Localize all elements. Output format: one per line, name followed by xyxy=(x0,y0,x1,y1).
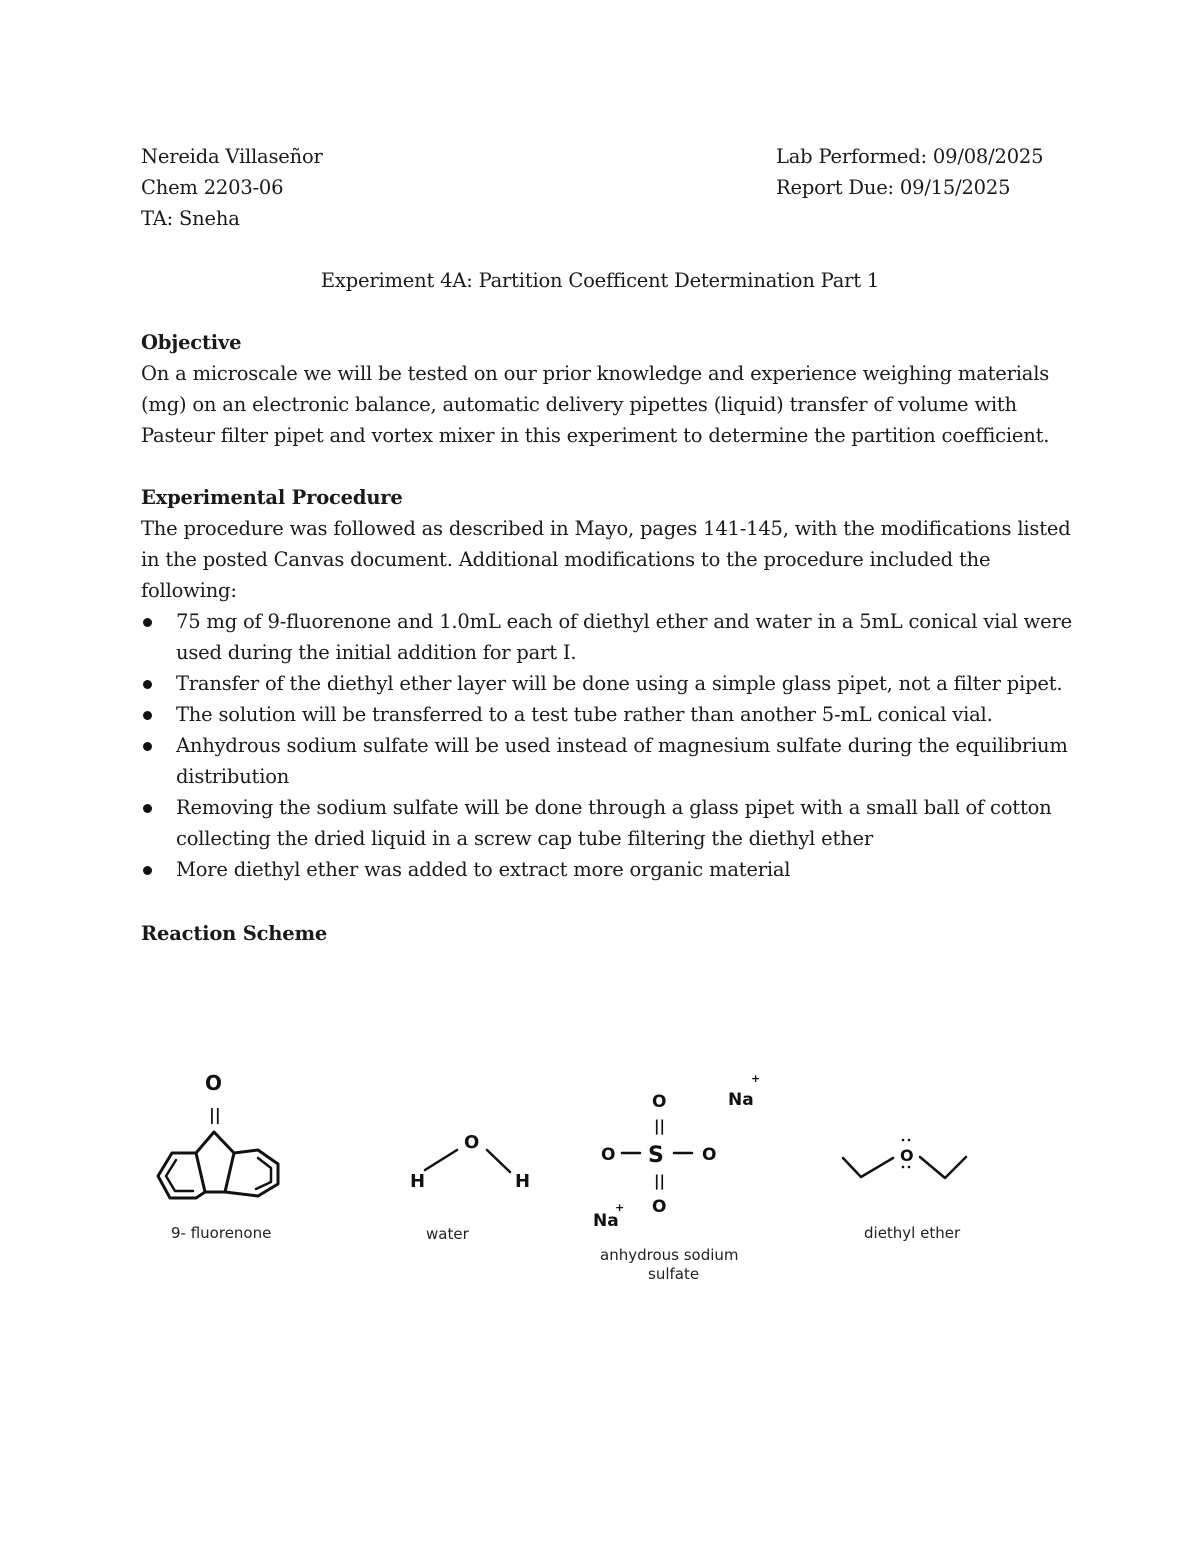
molecule-label: 9- fluorenone xyxy=(171,1224,272,1242)
reaction-heading: Reaction Scheme xyxy=(141,922,328,945)
sodium-sulfate-structure xyxy=(593,1072,760,1283)
diethyl-ether-structure xyxy=(843,1139,966,1242)
double-bond-label: || xyxy=(654,1117,665,1135)
five-membered-ring xyxy=(196,1132,234,1192)
bullet-icon xyxy=(143,804,152,813)
bullet-text: Anhydrous sodium sulfate will be used instead of magnesium sulfate during the equilibrium xyxy=(176,734,1068,757)
atom-label: O xyxy=(652,1092,667,1112)
left-ring-inner-bond xyxy=(166,1160,193,1191)
bullet-icon xyxy=(143,866,152,875)
ethyl-chain-right xyxy=(920,1157,966,1178)
procedure-line: following: xyxy=(141,579,237,602)
atom-label: O xyxy=(900,1146,914,1165)
bullet-text: collecting the dried liquid in a screw cap tube filtering the diethyl ether xyxy=(176,827,873,850)
fluorenone-structure xyxy=(158,1071,278,1242)
lone-pair-dot xyxy=(902,1139,905,1142)
molecule-label: diethyl ether xyxy=(864,1224,961,1242)
lone-pair-dot xyxy=(908,1139,911,1142)
bullet-text: The solution will be transferred to a test tube rather than another 5-mL conical vial. xyxy=(176,703,993,726)
atom-label: Na xyxy=(593,1211,619,1231)
bond-line xyxy=(425,1150,457,1170)
atom-label: O xyxy=(601,1145,616,1165)
author-name: Nereida Villaseñor xyxy=(141,145,323,168)
lone-pair-dot xyxy=(908,1166,911,1169)
atom-label: O xyxy=(205,1071,223,1095)
atom-label: H xyxy=(410,1171,426,1192)
bullet-icon xyxy=(143,711,152,720)
bond-line xyxy=(487,1150,510,1172)
objective-line: Pasteur filter pipet and vortex mixer in this experiment to determine the partition coefficient. xyxy=(141,424,1050,447)
objective-heading: Objective xyxy=(141,331,242,354)
procedure-line: in the posted Canvas document. Additional modifications to the procedure included the xyxy=(141,548,991,571)
bullet-text: More diethyl ether was added to extract more organic material xyxy=(176,858,791,881)
ta-name: TA: Sneha xyxy=(141,207,240,230)
bullet-text: 75 mg of 9-fluorenone and 1.0mL each of diethyl ether and water in a 5mL conical vial were xyxy=(176,610,1072,633)
bullet-icon xyxy=(143,742,152,751)
document-title: Experiment 4A: Partition Coefficent Determination Part 1 xyxy=(320,269,880,292)
bullet-text: Removing the sodium sulfate will be done through a glass pipet with a small ball of cotton xyxy=(176,796,1052,819)
objective-line: On a microscale we will be tested on our prior knowledge and experience weighing materials xyxy=(141,362,1050,385)
bullet-icon xyxy=(143,618,152,627)
double-bond-label: || xyxy=(654,1172,665,1190)
lone-pair-dot xyxy=(902,1166,905,1169)
atom-label: H xyxy=(515,1171,531,1192)
charge-label: + xyxy=(751,1072,761,1085)
atom-label: O xyxy=(464,1132,480,1153)
procedure-line: The procedure was followed as described in Mayo, pages 141-145, with the modifications listed xyxy=(141,517,1071,540)
charge-label: + xyxy=(615,1201,625,1214)
right-ring-inner-bond xyxy=(256,1158,271,1189)
molecule-label: sulfate xyxy=(648,1265,700,1283)
lab-performed-date: Lab Performed: 09/08/2025 xyxy=(776,145,1044,168)
molecule-label: anhydrous sodium xyxy=(600,1246,739,1264)
bullet-text: used during the initial addition for part I. xyxy=(176,641,577,664)
bullet-icon xyxy=(143,680,152,689)
atom-label: Na xyxy=(728,1090,754,1110)
double-bond-label: || xyxy=(209,1105,221,1124)
bullet-text: Transfer of the diethyl ether layer will be done using a simple glass pipet, not a filter pipet. xyxy=(176,672,1063,695)
report-due-date: Report Due: 09/15/2025 xyxy=(776,176,1011,199)
ethyl-chain-left xyxy=(843,1158,893,1177)
reaction-scheme-drawing xyxy=(0,1060,1200,1360)
objective-line: (mg) on an electronic balance, automatic delivery pipettes (liquid) transfer of volume with xyxy=(141,393,1017,416)
atom-label: O xyxy=(652,1197,667,1217)
course-code: Chem 2203-06 xyxy=(141,176,284,199)
molecule-label: water xyxy=(426,1225,469,1243)
procedure-heading: Experimental Procedure xyxy=(141,486,403,509)
bullet-text: distribution xyxy=(176,765,290,788)
atom-label: O xyxy=(702,1145,717,1165)
atom-label: S xyxy=(648,1143,664,1168)
water-structure xyxy=(410,1132,530,1243)
